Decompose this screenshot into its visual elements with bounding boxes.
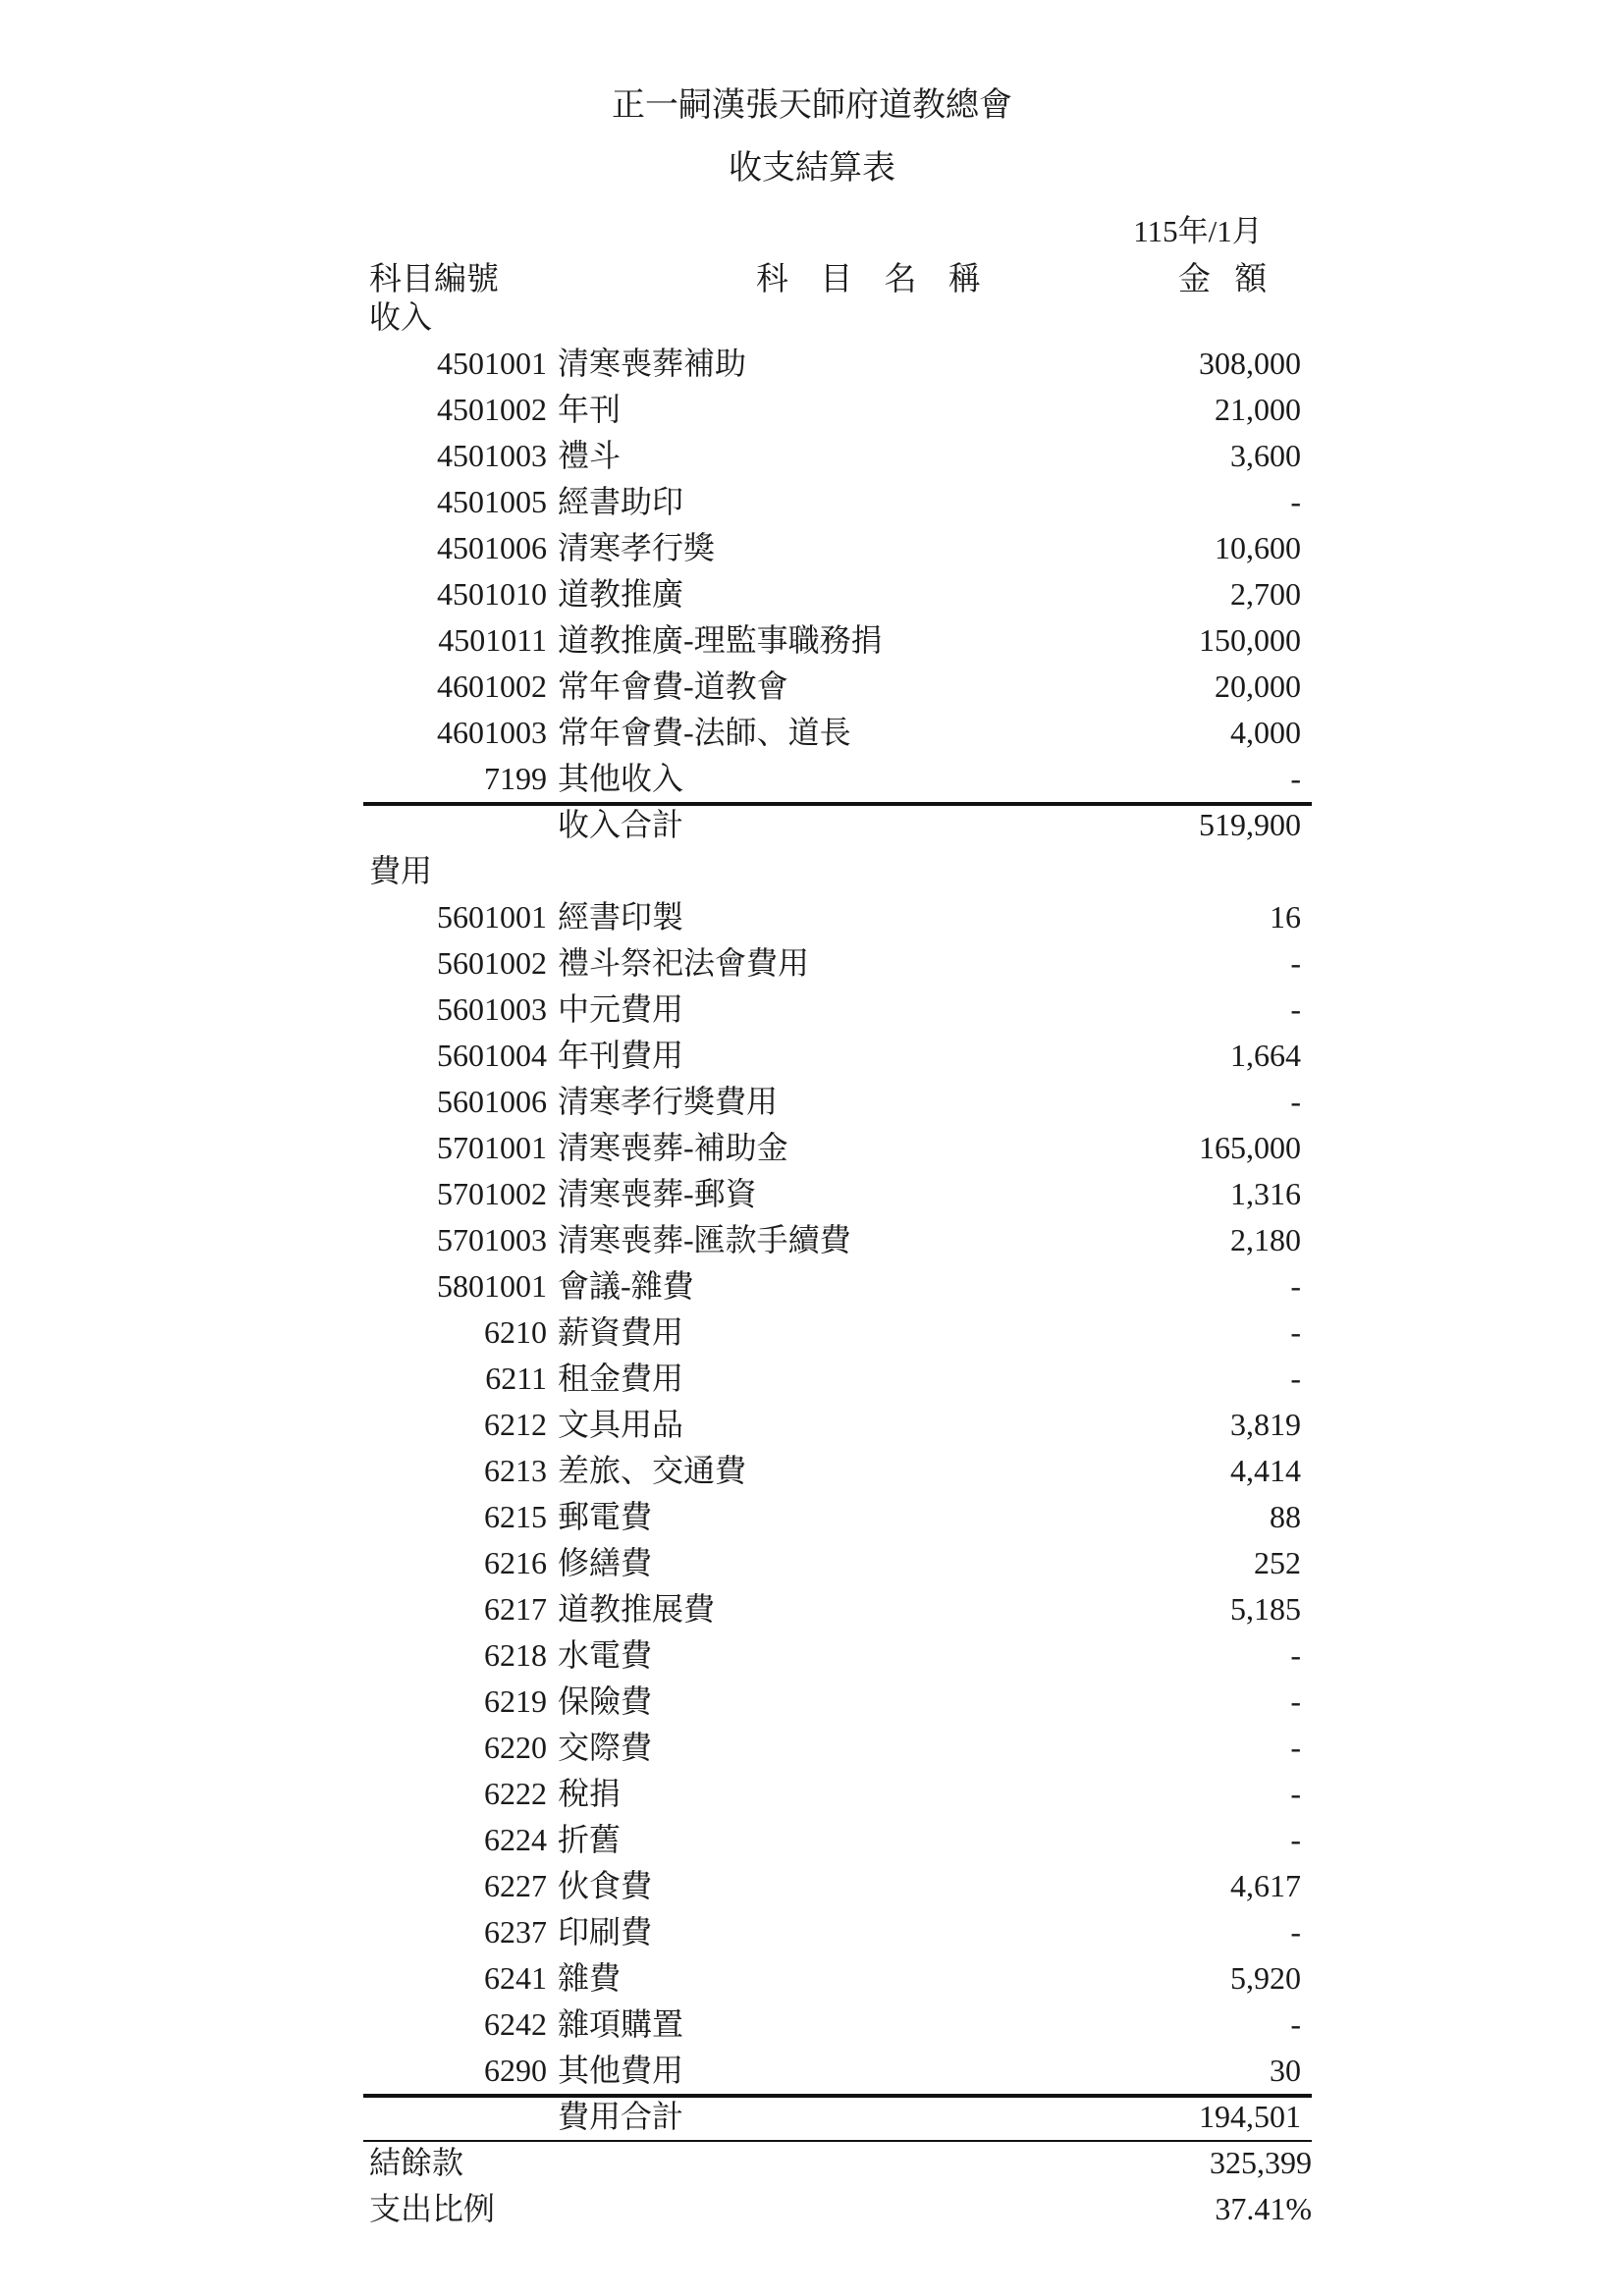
- account-code: 4501001: [437, 346, 547, 381]
- account-code: 4501005: [437, 484, 547, 519]
- account-code: 4501006: [437, 530, 547, 565]
- account-code: 6211: [485, 1361, 547, 1396]
- account-code: 6210: [484, 1314, 547, 1350]
- table-row: [0, 433, 1624, 478]
- account-code: 6218: [484, 1637, 547, 1673]
- expense-total-label: 費用合計: [558, 2099, 684, 2134]
- income-total-label: 收入合計: [558, 807, 684, 842]
- balance-amount: 325,399: [1210, 2145, 1312, 2180]
- table-row: [0, 1125, 1624, 1170]
- account-amount: 88: [1270, 1499, 1301, 1534]
- account-amount: -: [1290, 1683, 1301, 1719]
- table-row: [0, 2048, 1624, 2093]
- table-row: [0, 894, 1624, 939]
- table-row: [0, 1586, 1624, 1631]
- table-row: [0, 1863, 1624, 1908]
- account-name: 清寒喪葬補助: [558, 346, 747, 381]
- account-code: 4601002: [437, 668, 547, 704]
- account-amount: 5,920: [1230, 1960, 1301, 1996]
- account-name: 年刊費用: [558, 1038, 684, 1073]
- table-row: [0, 987, 1624, 1032]
- account-code: 5601002: [437, 945, 547, 981]
- account-amount: 3,600: [1230, 438, 1301, 473]
- table-row: [0, 1448, 1624, 1493]
- expense-ratio-row: [0, 2186, 1624, 2231]
- account-code: 7199: [484, 761, 547, 796]
- account-code: 5601004: [437, 1038, 547, 1073]
- account-name: 禮斗: [558, 438, 622, 473]
- report-period: 115年/1月: [1133, 214, 1263, 248]
- account-amount: 4,617: [1230, 1868, 1301, 1903]
- table-row: [0, 1402, 1624, 1447]
- account-name: 保險費: [558, 1683, 653, 1719]
- account-code: 4601003: [437, 715, 547, 750]
- table-row: [0, 940, 1624, 986]
- table-row: [0, 1771, 1624, 1816]
- table-row: [0, 1632, 1624, 1678]
- account-amount: 16: [1270, 899, 1301, 934]
- table-row: [0, 387, 1624, 432]
- account-name: 清寒喪葬-匯款手續費: [558, 1222, 851, 1257]
- account-amount: -: [1290, 761, 1301, 796]
- account-amount: 4,000: [1230, 715, 1301, 750]
- income-section-label-row: [0, 294, 1624, 340]
- account-amount: 150,000: [1199, 622, 1301, 658]
- account-name: 常年會費-道教會: [558, 668, 788, 704]
- account-amount: -: [1290, 1361, 1301, 1396]
- report-title: 收支結算表: [729, 150, 895, 187]
- account-code: 5601006: [437, 1084, 547, 1119]
- table-row: [0, 710, 1624, 755]
- account-name: 經書印製: [558, 899, 684, 934]
- column-header-amount: 金 額: [1178, 262, 1275, 297]
- account-name: 印刷費: [558, 1914, 653, 1949]
- account-code: 6213: [484, 1453, 547, 1488]
- table-row: [0, 1033, 1624, 1078]
- account-amount: 2,180: [1230, 1222, 1301, 1257]
- account-name: 禮斗祭祀法會費用: [558, 945, 810, 981]
- expense-section-label-row: [0, 848, 1624, 893]
- account-amount: 2,700: [1230, 576, 1301, 612]
- table-row: [0, 1217, 1624, 1262]
- account-code: 6217: [484, 1591, 547, 1627]
- account-code: 5701001: [437, 1130, 547, 1165]
- table-row: [0, 1955, 1624, 2001]
- table-row: [0, 1909, 1624, 1954]
- table-row: [0, 1817, 1624, 1862]
- account-amount: -: [1290, 1822, 1301, 1857]
- table-row: [0, 756, 1624, 801]
- account-name: 其他費用: [558, 2053, 684, 2088]
- column-header-name: 科 目 名 稱: [756, 262, 993, 297]
- expense-total-amount: 194,501: [1199, 2099, 1301, 2134]
- account-code: 4501003: [437, 438, 547, 473]
- account-amount: -: [1290, 1314, 1301, 1350]
- account-amount: -: [1290, 945, 1301, 981]
- account-amount: 252: [1254, 1545, 1301, 1580]
- account-code: 6212: [484, 1407, 547, 1442]
- account-amount: 4,414: [1230, 1453, 1301, 1488]
- account-name: 郵電費: [558, 1499, 653, 1534]
- table-row: [0, 1079, 1624, 1124]
- account-amount: 3,819: [1230, 1407, 1301, 1442]
- account-name: 交際費: [558, 1730, 653, 1765]
- account-name: 稅捐: [558, 1776, 622, 1811]
- account-code: 6215: [484, 1499, 547, 1534]
- account-amount: 20,000: [1215, 668, 1301, 704]
- account-code: 4501011: [438, 622, 547, 658]
- table-row: [0, 617, 1624, 663]
- expense-total-row: [0, 2094, 1624, 2139]
- account-name: 道教推展費: [558, 1591, 716, 1627]
- account-name: 道教推廣-理監事職務捐: [558, 622, 883, 658]
- expense-ratio-label: 支出比例: [369, 2191, 496, 2226]
- table-row: [0, 1356, 1624, 1401]
- account-name: 差旅、交通費: [558, 1453, 747, 1488]
- account-code: 6227: [484, 1868, 547, 1903]
- account-name: 中元費用: [558, 991, 684, 1027]
- account-name: 其他收入: [558, 761, 684, 796]
- account-amount: -: [1290, 991, 1301, 1027]
- account-name: 年刊: [558, 392, 622, 427]
- account-code: 5701003: [437, 1222, 547, 1257]
- balance-label: 結餘款: [369, 2145, 464, 2180]
- account-amount: -: [1290, 1637, 1301, 1673]
- account-code: 6216: [484, 1545, 547, 1580]
- account-amount: 5,185: [1230, 1591, 1301, 1627]
- account-amount: -: [1290, 1084, 1301, 1119]
- org-title: 正一嗣漢張天師府道教總會: [612, 87, 1012, 124]
- table-row: [0, 664, 1624, 709]
- account-amount: -: [1290, 1268, 1301, 1304]
- account-code: 4501010: [437, 576, 547, 612]
- table-row: [0, 479, 1624, 524]
- table-row: [0, 1171, 1624, 1216]
- table-row: [0, 1494, 1624, 1539]
- account-code: 6222: [484, 1776, 547, 1811]
- table-row: [0, 1540, 1624, 1585]
- account-code: 6290: [484, 2053, 547, 2088]
- account-code: 6220: [484, 1730, 547, 1765]
- account-code: 5701002: [437, 1176, 547, 1211]
- account-amount: -: [1290, 1730, 1301, 1765]
- account-name: 伙食費: [558, 1868, 653, 1903]
- account-amount: 30: [1270, 2053, 1301, 2088]
- account-amount: -: [1290, 2006, 1301, 2042]
- account-name: 雜費: [558, 1960, 622, 1996]
- table-row: [0, 1679, 1624, 1724]
- table-row: [0, 1309, 1624, 1355]
- table-row: [0, 341, 1624, 386]
- account-name: 租金費用: [558, 1361, 684, 1396]
- account-amount: -: [1290, 484, 1301, 519]
- account-amount: -: [1290, 1914, 1301, 1949]
- account-code: 6219: [484, 1683, 547, 1719]
- expense-section-label: 費用: [369, 853, 433, 888]
- account-name: 修繕費: [558, 1545, 653, 1580]
- account-code: 5801001: [437, 1268, 547, 1304]
- income-section-label: 收入: [369, 299, 433, 335]
- account-name: 水電費: [558, 1637, 653, 1673]
- income-total-row: [0, 802, 1624, 847]
- table-row: [0, 571, 1624, 616]
- income-total-amount: 519,900: [1199, 807, 1301, 842]
- account-name: 會議-雜費: [558, 1268, 694, 1304]
- account-code: 4501002: [437, 392, 547, 427]
- account-amount: 21,000: [1215, 392, 1301, 427]
- account-code: 6237: [484, 1914, 547, 1949]
- account-name: 清寒喪葬-郵資: [558, 1176, 757, 1211]
- account-amount: 308,000: [1199, 346, 1301, 381]
- table-row: [0, 1725, 1624, 1770]
- account-code: 6241: [484, 1960, 547, 1996]
- account-name: 清寒孝行獎: [558, 530, 716, 565]
- account-amount: 165,000: [1199, 1130, 1301, 1165]
- account-amount: 10,600: [1215, 530, 1301, 565]
- account-code: 6224: [484, 1822, 547, 1857]
- account-name: 文具用品: [558, 1407, 684, 1442]
- account-name: 經書助印: [558, 484, 684, 519]
- account-name: 薪資費用: [558, 1314, 684, 1350]
- account-name: 折舊: [558, 1822, 622, 1857]
- account-name: 清寒喪葬-補助金: [558, 1130, 788, 1165]
- column-header-code: 科目編號: [369, 262, 499, 297]
- table-row: [0, 525, 1624, 570]
- account-name: 常年會費-法師、道長: [558, 715, 851, 750]
- account-code: 5601003: [437, 991, 547, 1027]
- table-row: [0, 2002, 1624, 2047]
- account-amount: 1,664: [1230, 1038, 1301, 1073]
- account-name: 清寒孝行獎費用: [558, 1084, 779, 1119]
- account-name: 道教推廣: [558, 576, 684, 612]
- table-row: [0, 1263, 1624, 1308]
- account-amount: 1,316: [1230, 1176, 1301, 1211]
- account-code: 6242: [484, 2006, 547, 2042]
- account-code: 5601001: [437, 899, 547, 934]
- account-name: 雜項購置: [558, 2006, 684, 2042]
- account-amount: -: [1290, 1776, 1301, 1811]
- balance-row: [0, 2140, 1624, 2185]
- expense-ratio-amount: 37.41%: [1215, 2191, 1312, 2226]
